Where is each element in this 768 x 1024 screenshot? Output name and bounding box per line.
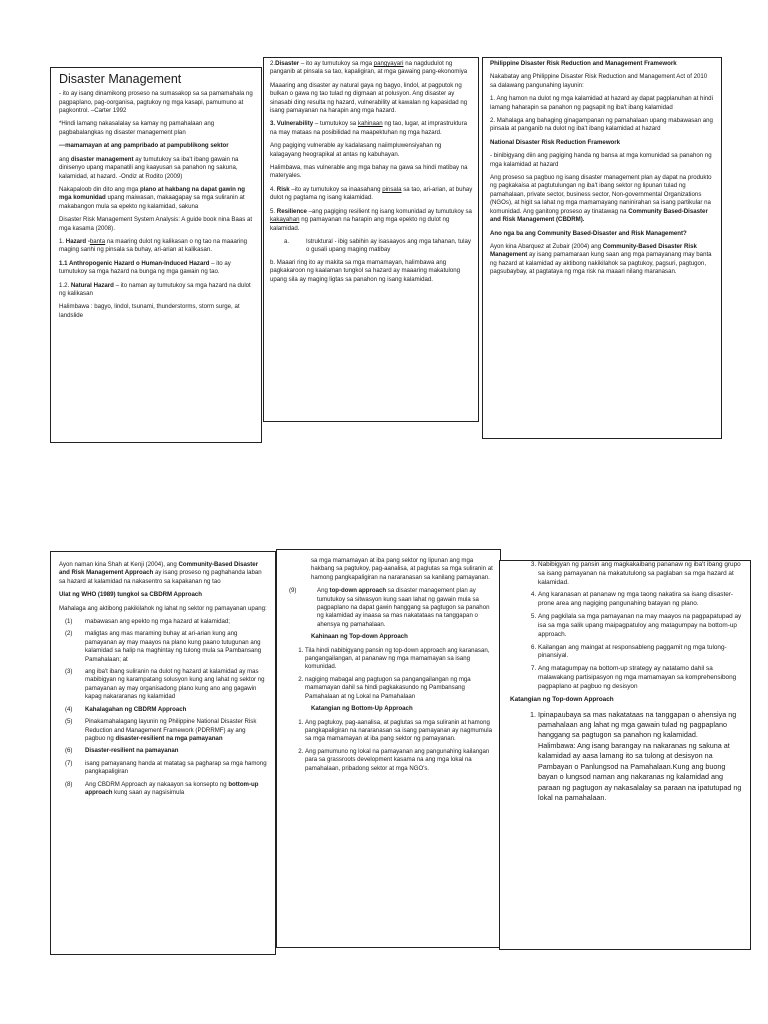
list-item: 5. Ang pagkilala sa mga pamayanan na may maayos na pagpapatupad ay isa sa mga salik upang maipagpatuloy ang matagumpay na bottom-up approach. [538, 613, 742, 639]
panel-top-down-bottom-up [276, 549, 501, 948]
list-item: (2) maligtas ang mas maraming buhay at ari-arian kung ang pamayanan ay may maayos na plano kung paano tutugunan ang kalamidad sa halip na maghintay ng tulong mula sa Pambansang Pamahalaan; at [65, 630, 262, 663]
paragraph: Ayon kina Abarquez at Zubair (2004) ang Community-Based Disaster Risk Management ay isang pamamaraan kung saan ang mga pamayanang may banta ng hazard at kalamidad ay aktibong nakikilahok sa pagtukoy, pagsuri, pagtugon, pagsubaybay, at pagtataya ng mga risk na maaari nilang maranasan. [490, 242, 712, 276]
example-text: Halimbawa: Ang isang barangay na nakaranas ng sakuna at kalamidad ay aasa lamang ito sa tulong at desisyon na Pambayan o Panlungsod na Pamahalaan.Kung ang buong bayan o lungsod naman ang nakaranas ng kalamidad ang paraan ng pagtugon ay nakasalalay sa paraan na ipatutupad ng lokal na pamahalaan. [538, 740, 742, 803]
list-item: (6) Disaster-resilient na pamayanan [65, 747, 179, 755]
list-item: 1. Ang pagtukoy, pag-aanalisa, at paglutas sa mga suliranin at hamong pangkapaligiran na nararanasan sa isang pamayanan ay nagmumula sa mga mamamayan at iba pang sektor ng pamayanan. [305, 719, 494, 744]
section-heading: Ano nga ba ang Community Based-Disaster and Risk Management? [490, 229, 687, 237]
section-heading: Kahinaan ng Top-down Approach [311, 633, 408, 641]
paragraph: 4. Risk –ito ay tumutukoy sa inaasahang pinsala sa tao, ari-arian, at buhay dulot ng pagtama ng isang kalamidad. [270, 185, 473, 202]
paragraph: Nakabatay ang Philippine Disaster Risk Reduction and Management Act of 2010 sa dalawang pangunahing layunin: [490, 73, 708, 89]
paragraph: 2. Mahalaga ang bahaging ginagampanan ng pamahalaan upang mabawasan ang pinsala at panganib na dulot ng iba't ibang kalamidad at hazard [490, 117, 713, 133]
list-item: a. Istruktural - ibig sabihin ay isasaayos ang mga tahanan, tulay o gusali upang maging matibay [284, 237, 471, 254]
paragraph: Halimbawa : bagyo, lindol, tsunami, thunderstorms, storm surge, at landslide [59, 303, 240, 319]
panel-pdrrm-framework [482, 57, 722, 439]
paragraph: 3. Vulnerability – tumutukoy sa kahinaan ng tao, lugar, at imprastruktura na may mataas na posibilidad na maapektuhan ng mga hazard. [270, 120, 467, 136]
paragraph: 5. Resilience –ang pagiging resilient ng isang komunidad ay tumutukoy sa kakayahan ng pamayanan na harapin ang mga epekto ng dulot ng kalamidad. [270, 207, 472, 232]
numbered-list [283, 719, 494, 773]
paragraph: b. Maaari ring ito ay makita sa mga mamamayan, halimbawa ang pagkakaroon ng kaalaman tungkol sa hazard ay maaaring makatulong upang sila ay maging ligtas sa panahon ng isang kalamidad. [270, 258, 461, 283]
paragraph: *Hindi lamang nakasalalay sa kamay ng pamahalaan ang pagbabalangkas ng disaster management plan [59, 120, 215, 136]
panel-title: Disaster Management [59, 72, 182, 86]
list-item: 2. nagiging mabagal ang pagtugon sa pangangailangan ng mga mamamayan dahil sa hindi pagkakasundo ng Pambansang Pamahalaan at ng Lokal na Pamahalaan [305, 676, 494, 701]
section-heading: Ulat ng WHO (1989) tungkol sa CBDRM Approach [59, 591, 202, 599]
list-item: 2. Ang pamumuno ng lokal na pamayanan ang pangunahing kailangan para sa grassroots development kasama na ang mga lokal na pamahalaan, pribadong sektor at mga NGO's. [305, 748, 494, 773]
list-item: 4. Ang karanasan at pananaw ng mga taong nakatira sa isang disaster-prone area ang nagiging pangunahing batayan ng plano. [538, 591, 742, 609]
paragraph: 2.Disaster – ito ay tumutukoy sa mga pangyayari na nagdudulot ng panganib at pinsala sa tao, kapaligiran, at mga gawaing pang-ekonomiya [270, 60, 468, 76]
section-heading: National Disaster Risk Reduction Framework [490, 138, 621, 146]
paragraph: Ayon naman kina Shah at Kenji (2004), ang Community-Based Disaster and Risk Management Approach ay isang proseso ng paghahanda laban sa hazard at kalamidad na nakasentro sa kapakanan ng tao [59, 561, 262, 585]
panel-disaster-management [50, 67, 262, 443]
list-item: (8) Ang CBDRM Approach ay nakaayon sa konsepto ng bottom-up approach kung saan ay nagsisimula [65, 780, 259, 796]
panel-cbdrm-approach [50, 551, 276, 955]
paragraph: sa mga mamamayan at iba pang sektor ng lipunan ang mga hakbang sa pagtukoy, pag-aanalisa, at paglutas sa mga suliranin at hamong pangkapaligiran na nararanasan sa kanilang pamayanan. [311, 557, 493, 581]
paragraph: Maaaring ang disaster ay natural gaya ng bagyo, lindol, at pagputok ng bulkan o gawa ng tao tulad ng digmaan at polusyon. Ang disaster ay sinasabi ding resulta ng hazard, vulnerability at kawalan ng kapasidad ng isang pamayanan na harapin ang mga hazard. [270, 81, 468, 115]
paragraph: Disaster Risk Management System Analysis: A guide book nina Baas at mga kasama (2008). [59, 216, 253, 232]
numbered-list [283, 647, 494, 701]
bold-heading: ---mamamayan at ang pampribado at pampublikong sektor [59, 142, 229, 150]
section-heading: Philippine Disaster Risk Reduction and Management Framework [490, 60, 677, 67]
paragraph: - ito ay isang dinamikong proseso na sumasakop sa sa pamamahala ng pagpaplano, pag-oorganisa, pagtukoy ng mga kasapi, pamumuno at pagkontrol. –Carter 1992 [59, 90, 253, 115]
paragraph: 1.2. Natural Hazard – ito naman ay tumutukoy sa mga hazard na dulot ng kalikasan [59, 281, 251, 297]
list-item: (4) Kahalagahan ng CBDRM Approach [65, 705, 187, 713]
list-item: 7. Ang matagumpay na bottom-up strategy ay natatamo dahil sa malawakang partisipasyon ng mga mamamayan sa komprehensibong pagpaplano at pagbuo ng desisyon [538, 665, 742, 691]
paragraph: Nakapaloob din dito ang mga plano at hakbang na dapat gawin ng mga komunidad upang maiwasan, makaagapay sa mga suliranin at makabangon mula sa epekto ng kalamidad, sakuna [59, 185, 245, 210]
list-item: (7) isang pamayanang handa at matatag sa pagharap sa mga hamong pangkapaligiran [65, 759, 267, 776]
paragraph: 1. Ang hamon na dulot ng mga kalamidad at hazard ay dapat pagplanuhan at hindi lamang haharapin sa panahon ng pagsapit ng iba't ibang kalamidad [490, 95, 713, 111]
numbered-list [510, 561, 742, 692]
list-item: (1) mabawasan ang epekto ng mga hazard at kalamidad; [65, 618, 230, 626]
list-item: 1. Tila hindi nabibigyang pansin ng top-down approach ang karanasan, pangangailangan, at pananaw ng mga mamamayan sa isang komunidad. [305, 647, 494, 672]
list-item: 6. Kailangan ang maingat at responsableng paggamit ng mga tulong-pinansiyal. [538, 644, 742, 662]
paragraph: Mahalaga ang aktibong pakikilahok ng lahat ng sektor ng pamayanan upang: [59, 604, 267, 612]
panel-disaster-definitions [263, 57, 479, 422]
paragraph: 1.1 Anthropogenic Hazard o Human-Induced Hazard – ito ay tumutukoy sa mga hazard na bunga ng mga gawain ng tao. [59, 259, 231, 276]
paragraph: Ang proseso sa pagbuo ng isang disaster management plan ay dapat na produkto ng pagkakaisa at pagtutulungan ng iba't ibang sektor ng lipunan tulad ng pamahalaan, private sector, business sector, Non-governmental Organizations (NGOs), at higit sa lahat ng mga mamamayang naninirahan sa isang partikular na komunidad. Ang ganitong proseso ay tinatawag na Community Based-Disaster and Risk Management (CBDRM). [490, 174, 712, 224]
paragraph: Halimbawa, mas vulnerable ang mga bahay na gawa sa hindi matibay na materyales. [270, 164, 468, 180]
paragraph: ang disaster management ay tumutukoy sa iba't ibang gawain na dinisenyo upang mapanatili ang kaayusan sa panahon ng sakuna, kalamidad, at hazard. -Ondiz at Rodito (2009) [59, 155, 239, 180]
list-item: (3) ang iba't ibang suliranin na dulot ng hazard at kalamidad ay mas mabibigyan ng karampatang solusyon kung ang lahat ng sektor ng pamayanan ay may organisadong plano kung ano ang gagawin kapag nakararanas ng kalamidad [65, 668, 265, 701]
list-item: 3. Nabibigyan ng pansin ang magkakaibang pananaw ng iba't ibang grupo sa isang pamayanan na makatutulong sa paglaban sa mga hazard at kalamidad. [538, 561, 742, 587]
list-item: (9) Ang top-down approach sa disaster management plan ay tumutukoy sa sitwasyon kung saan lahat ng gawain mula sa pagpaplano na dapat gawin hanggang sa pagtugon sa panahon ng kalamidad ay inaasa sa mas nakatataas na tanggapan o ahensya ng pamahalaan. [289, 587, 490, 628]
panel-bottom-up-features [499, 560, 751, 950]
paragraph: 1. Hazard -banta na maaring dulot ng kalikasan o ng tao na maaaring maging sanhi ng pinsala sa buhay, ari-arian at kalikasan. [59, 237, 248, 254]
paragraph: Ang pagiging vulnerable ay kadalasang naiimpluwensiyahan ng kalagayang heograpikal at antas ng kabuhayan. [270, 142, 442, 158]
paragraph: - binibigyang diin ang pagiging handa ng bansa at mga komunidad sa panahon ng mga kalamidad at hazard [490, 152, 712, 168]
numbered-list [510, 710, 742, 804]
list-item: (5) Pinakamahalagang layunin ng Philippine National Disaster Risk Reduction and Management Framework (PDRRMF) ay ang pagbuo ng disaster-resilient na mga pamayanan [65, 718, 257, 742]
section-heading: Katangian ng Bottom-Up Approach [311, 705, 413, 713]
list-item: 1. Ipinapaubaya sa mas nakatataas na tanggapan o ahensiya ng pamahalaan ang lahat ng mga gawain tulad ng pagpaplano hanggang sa pagtugon sa panahon ng kalamidad. Halimbawa: Ang isang barangay na nakaranas ng sakuna at kalamidad ay aasa lamang ito sa tulong at desisyon na Pambayan o Panlungsod na Pamahalaan.Kung ang buong bayan o lungsod naman ang nakaranas ng kalamidad ang paraan ng pagtugon ay nakasalalay sa paraan na ipatutupad ng lokal na pamahalaan. [538, 710, 742, 804]
section-heading: Katangian ng Top-down Approach [510, 695, 614, 703]
numbered-list [59, 618, 267, 797]
